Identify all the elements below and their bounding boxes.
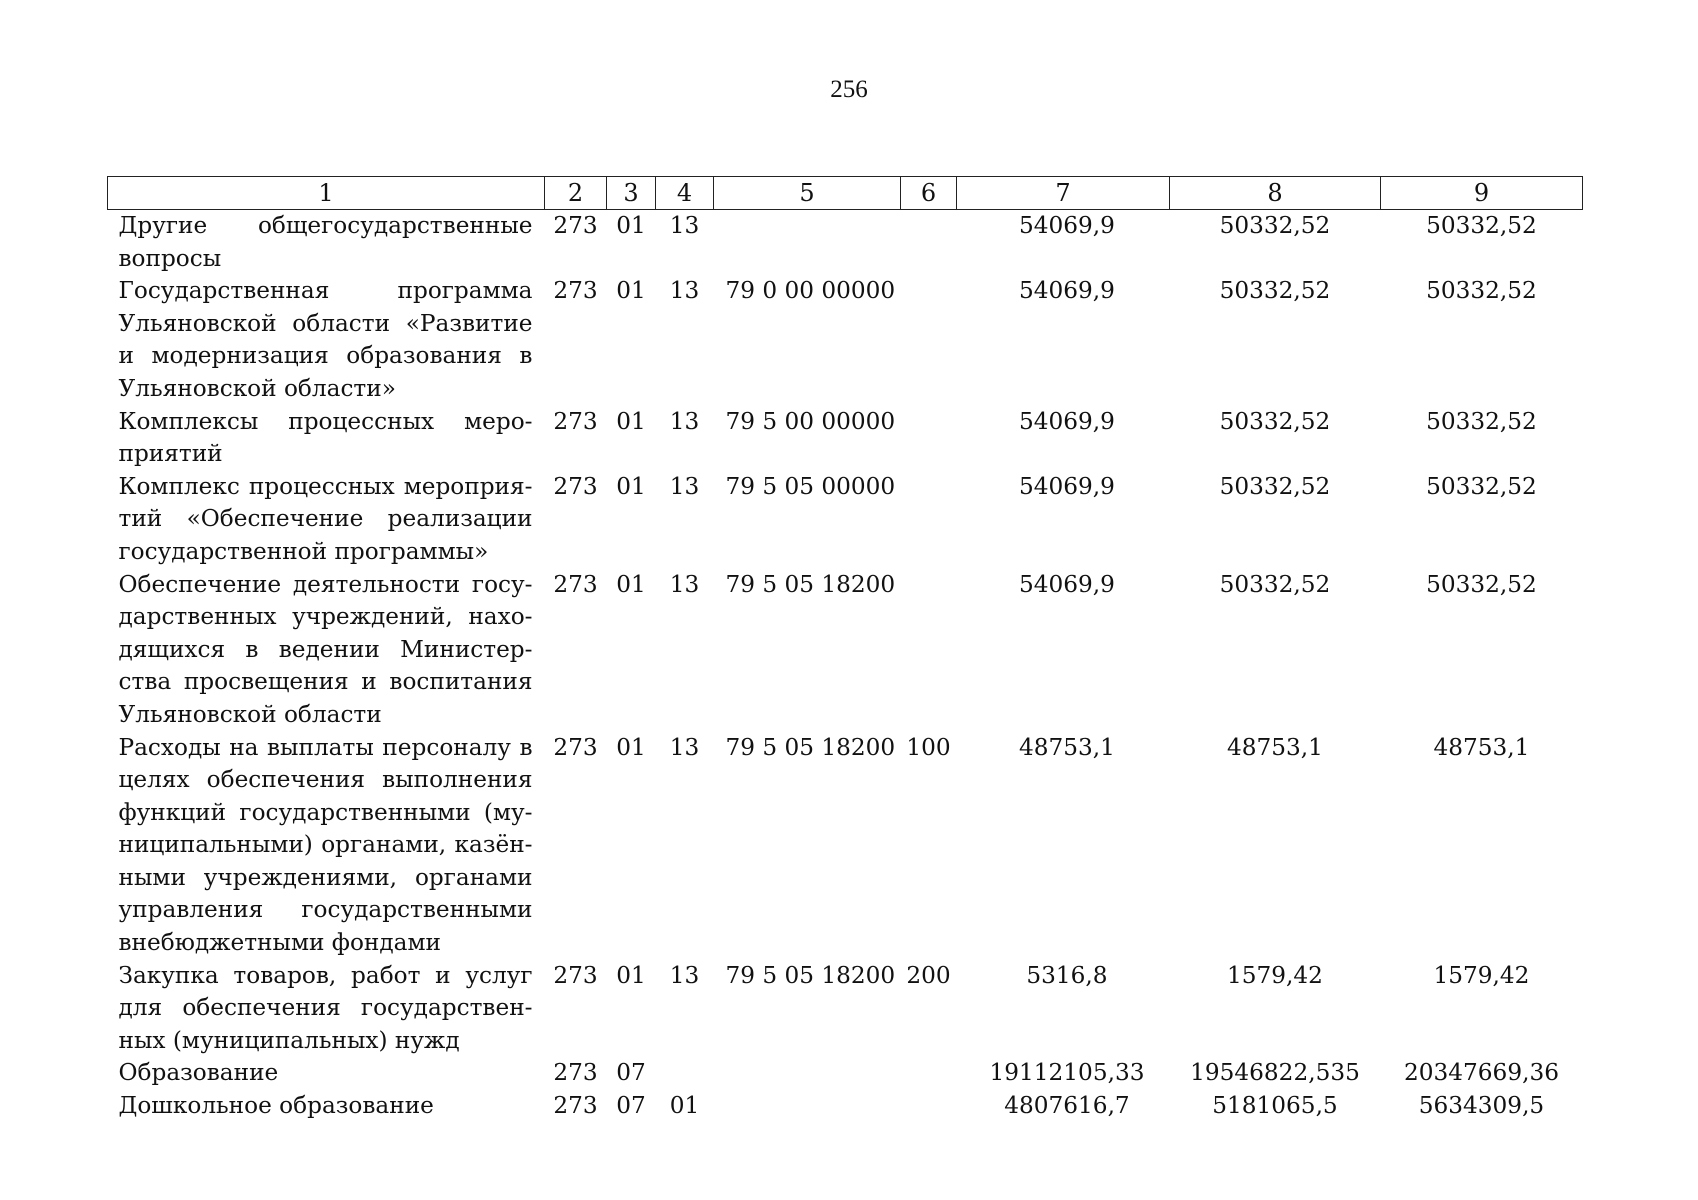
cell-col4: 13 [669, 212, 700, 239]
row-name: Закупка товаров, работ и услуг для обеспечения государственных (муниципальных) нужд [118, 961, 533, 1054]
cell-col6: 100 [906, 733, 951, 761]
cell-col6 [901, 406, 957, 471]
cell-col8: 50332,52 [1219, 472, 1331, 500]
table-row [108, 210, 1583, 276]
header-cell: 9 [1381, 177, 1583, 210]
page-number: 256 [830, 76, 868, 103]
cell-col4: 13 [669, 961, 700, 989]
table-row [108, 1090, 1583, 1123]
table-row [108, 275, 1583, 405]
cell-col8: 19546822,535 [1190, 1059, 1360, 1087]
header-cell: 4 [656, 177, 714, 210]
table-row [108, 960, 1583, 1058]
cell-col6 [901, 210, 957, 276]
cell-col4 [656, 1057, 714, 1090]
cell-col5 [714, 1057, 901, 1090]
cell-col9: 50332,52 [1426, 472, 1537, 500]
cell-col9: 50332,52 [1426, 570, 1537, 598]
cell-col8: 50332,52 [1219, 212, 1331, 239]
cell-col2: 273 [553, 570, 598, 598]
cell-col6 [901, 471, 957, 569]
table-row [108, 569, 1583, 732]
cell-col8: 5181065,5 [1212, 1092, 1338, 1120]
cell-col6 [901, 275, 957, 405]
row-name: Дошкольное образование [118, 1092, 434, 1120]
row-name: Расходы на выплаты персоналу в целях обеспечения выполнения функций государственными (муниципальными) органами, казёнными учреждениями, органами управления государственными внебюджетными фондами [118, 733, 533, 957]
header-cell: 2 [545, 177, 607, 210]
cell-col4: 13 [669, 407, 700, 435]
cell-col5: 79 5 05 18200 [725, 570, 896, 598]
cell-col2: 273 [553, 1092, 598, 1120]
cell-col4: 13 [669, 570, 700, 598]
cell-col7: 48753,1 [1019, 733, 1115, 761]
header-cell: 3 [607, 177, 656, 210]
cell-col3: 07 [616, 1059, 646, 1087]
row-name: Другие общегосударственные вопросы [118, 212, 533, 272]
cell-col9: 1579,42 [1433, 961, 1530, 989]
cell-col5: 79 5 05 18200 [725, 733, 896, 761]
cell-col3: 01 [616, 733, 646, 761]
budget-table-container [107, 176, 1582, 1123]
row-name: Государственная программа Ульяновской области «Развитие и модернизация образования в Ульяновской области» [118, 277, 533, 402]
cell-col8: 1579,42 [1227, 961, 1323, 989]
header-cell: 8 [1170, 177, 1381, 210]
cell-col4: 13 [669, 733, 700, 761]
cell-col3: 07 [616, 1092, 646, 1120]
cell-col3: 01 [616, 961, 646, 989]
cell-col2: 273 [553, 212, 598, 239]
cell-col3: 01 [616, 212, 646, 239]
cell-col7: 54069,9 [1019, 407, 1115, 435]
row-name: Комплексы процессных мероприятий [118, 407, 533, 468]
cell-col4: 13 [669, 472, 700, 500]
cell-col6 [901, 1090, 957, 1123]
cell-col9: 20347669,36 [1404, 1059, 1559, 1087]
cell-col8: 50332,52 [1219, 570, 1331, 598]
table-row [108, 406, 1583, 471]
cell-col3: 01 [616, 277, 646, 305]
cell-col2: 273 [553, 472, 598, 500]
header-cell: 1 [108, 177, 545, 210]
cell-col9: 50332,52 [1426, 212, 1537, 239]
cell-col9: 50332,52 [1426, 407, 1537, 435]
cell-col7: 19112105,33 [989, 1059, 1145, 1087]
cell-col8: 50332,52 [1219, 407, 1331, 435]
header-cell: 6 [901, 177, 957, 210]
cell-col7: 4807616,7 [1004, 1092, 1130, 1120]
cell-col9: 48753,1 [1433, 733, 1530, 761]
cell-col5 [714, 1090, 901, 1123]
budget-table [107, 176, 1583, 1123]
cell-col7: 54069,9 [1019, 277, 1115, 305]
cell-col8: 50332,52 [1219, 277, 1331, 305]
cell-col6 [901, 569, 957, 732]
cell-col4: 01 [669, 1092, 700, 1120]
row-name: Обеспечение деятельности государственных учреждений, находящихся в ведении Министерства просвещения и воспитания Ульяновской области [118, 570, 533, 728]
table-body [108, 210, 1583, 1123]
table-row [108, 471, 1583, 569]
cell-col6 [901, 1057, 957, 1090]
cell-col5: 79 0 00 00000 [725, 277, 896, 305]
cell-col7: 54069,9 [1019, 212, 1115, 239]
cell-col7: 5316,8 [1026, 961, 1108, 989]
cell-col5: 79 5 05 18200 [725, 961, 896, 989]
cell-col9: 50332,52 [1426, 277, 1537, 305]
row-name: Образование [118, 1059, 279, 1087]
row-name: Комплекс процессных мероприятий «Обеспечение реализации государственной программы» [118, 472, 533, 565]
cell-col4: 13 [669, 277, 700, 305]
table-header [108, 177, 1583, 210]
cell-col7: 54069,9 [1019, 570, 1115, 598]
cell-col5: 79 5 05 00000 [725, 472, 896, 500]
header-cell: 5 [714, 177, 901, 210]
table-row [108, 1057, 1583, 1090]
table-row [108, 732, 1583, 960]
cell-col6: 200 [906, 961, 951, 989]
cell-col5 [714, 210, 901, 276]
cell-col2: 273 [553, 1059, 598, 1087]
header-row [108, 177, 1583, 210]
cell-col5: 79 5 00 00000 [725, 407, 896, 435]
cell-col2: 273 [553, 961, 598, 989]
cell-col3: 01 [616, 570, 646, 598]
cell-col3: 01 [616, 472, 646, 500]
header-cell: 7 [957, 177, 1170, 210]
cell-col2: 273 [553, 277, 598, 305]
cell-col7: 54069,9 [1019, 472, 1115, 500]
cell-col8: 48753,1 [1227, 733, 1323, 761]
cell-col2: 273 [553, 733, 598, 761]
cell-col2: 273 [553, 407, 598, 435]
cell-col9: 5634309,5 [1418, 1092, 1545, 1120]
cell-col3: 01 [616, 407, 646, 435]
